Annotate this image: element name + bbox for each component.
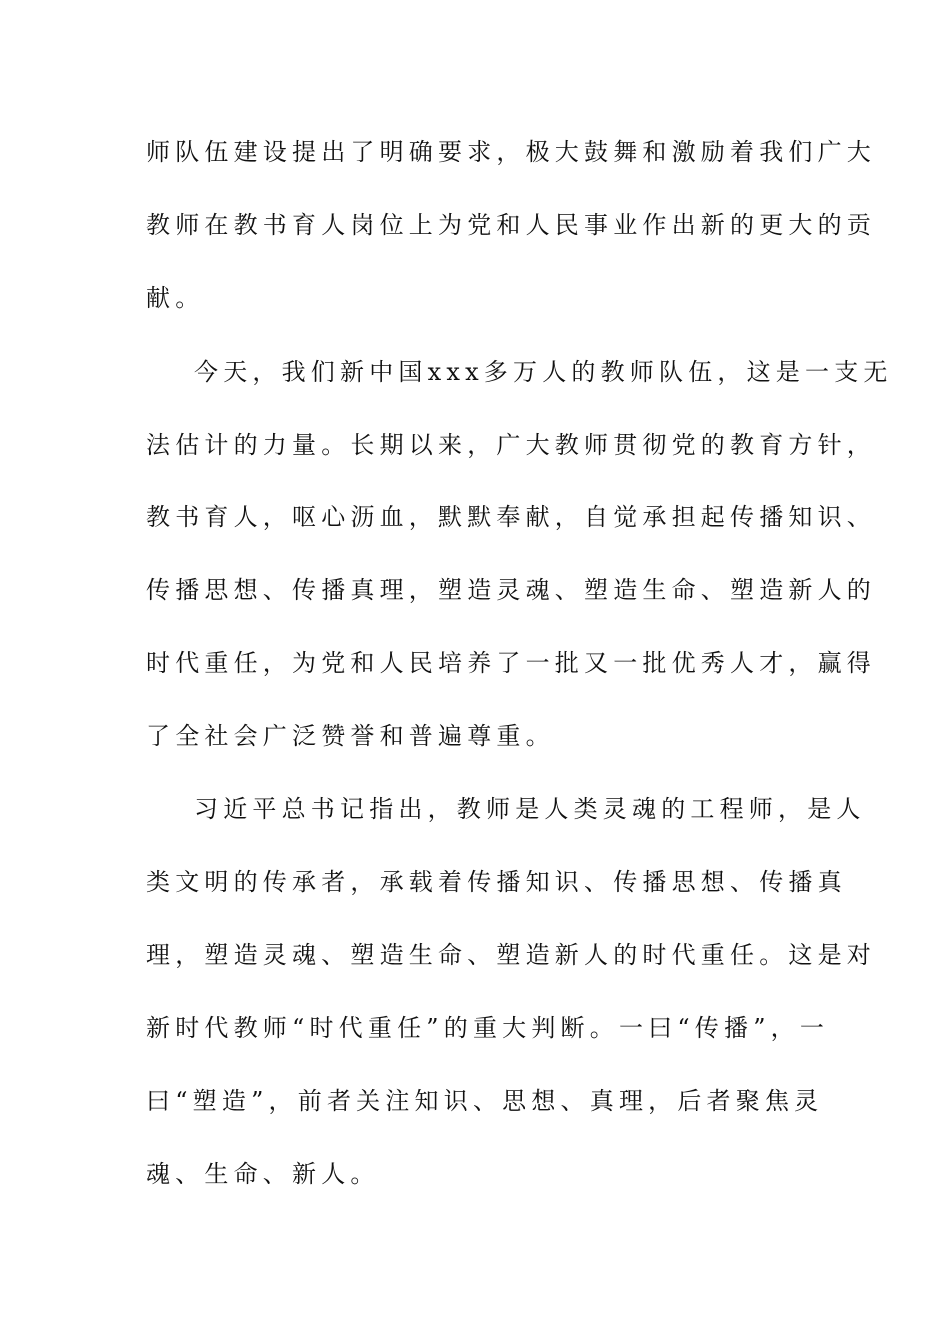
paragraph-1-line-2: 教师在教书育人岗位上为党和人民事业作出新的更大的贡 <box>146 211 876 239</box>
paragraph-3-line-3: 理，塑造灵魂、塑造生命、塑造新人的时代重任。这是对 <box>146 941 876 969</box>
paragraph-2-line-3: 教书育人，呕心沥血，默默奉献，自觉承担起传播知识、 <box>146 503 876 531</box>
paragraph-3-line-6: 魂、生命、新人。 <box>146 1160 380 1188</box>
paragraph-2-line-5: 时代重任，为党和人民培养了一批又一批优秀人才，赢得 <box>146 649 876 677</box>
paragraph-3-line-4: 新时代教师“时代重任”的重大判断。一曰“传播”，一 <box>146 1014 830 1042</box>
paragraph-3-line-2: 类文明的传承者，承载着传播知识、传播思想、传播真 <box>146 868 847 896</box>
paragraph-2-line-1: 今天，我们新中国xxx多万人的教师队伍，这是一支无 <box>194 358 893 386</box>
paragraph-3-line-5: 曰“塑造”，前者关注知识、思想、真理，后者聚焦灵 <box>146 1087 824 1115</box>
paragraph-2-line-6: 了全社会广泛赞誉和普遍尊重。 <box>146 722 555 750</box>
paragraph-1-line-3: 献。 <box>146 284 205 312</box>
paragraph-2-line-4: 传播思想、传播真理，塑造灵魂、塑造生命、塑造新人的 <box>146 576 876 604</box>
paragraph-3-line-1: 习近平总书记指出，教师是人类灵魂的工程师，是人 <box>194 795 866 823</box>
paragraph-2-line-2: 法估计的力量。长期以来，广大教师贯彻党的教育方针， <box>146 431 876 459</box>
paragraph-1-line-1: 师队伍建设提出了明确要求，极大鼓舞和激励着我们广大 <box>146 138 876 166</box>
